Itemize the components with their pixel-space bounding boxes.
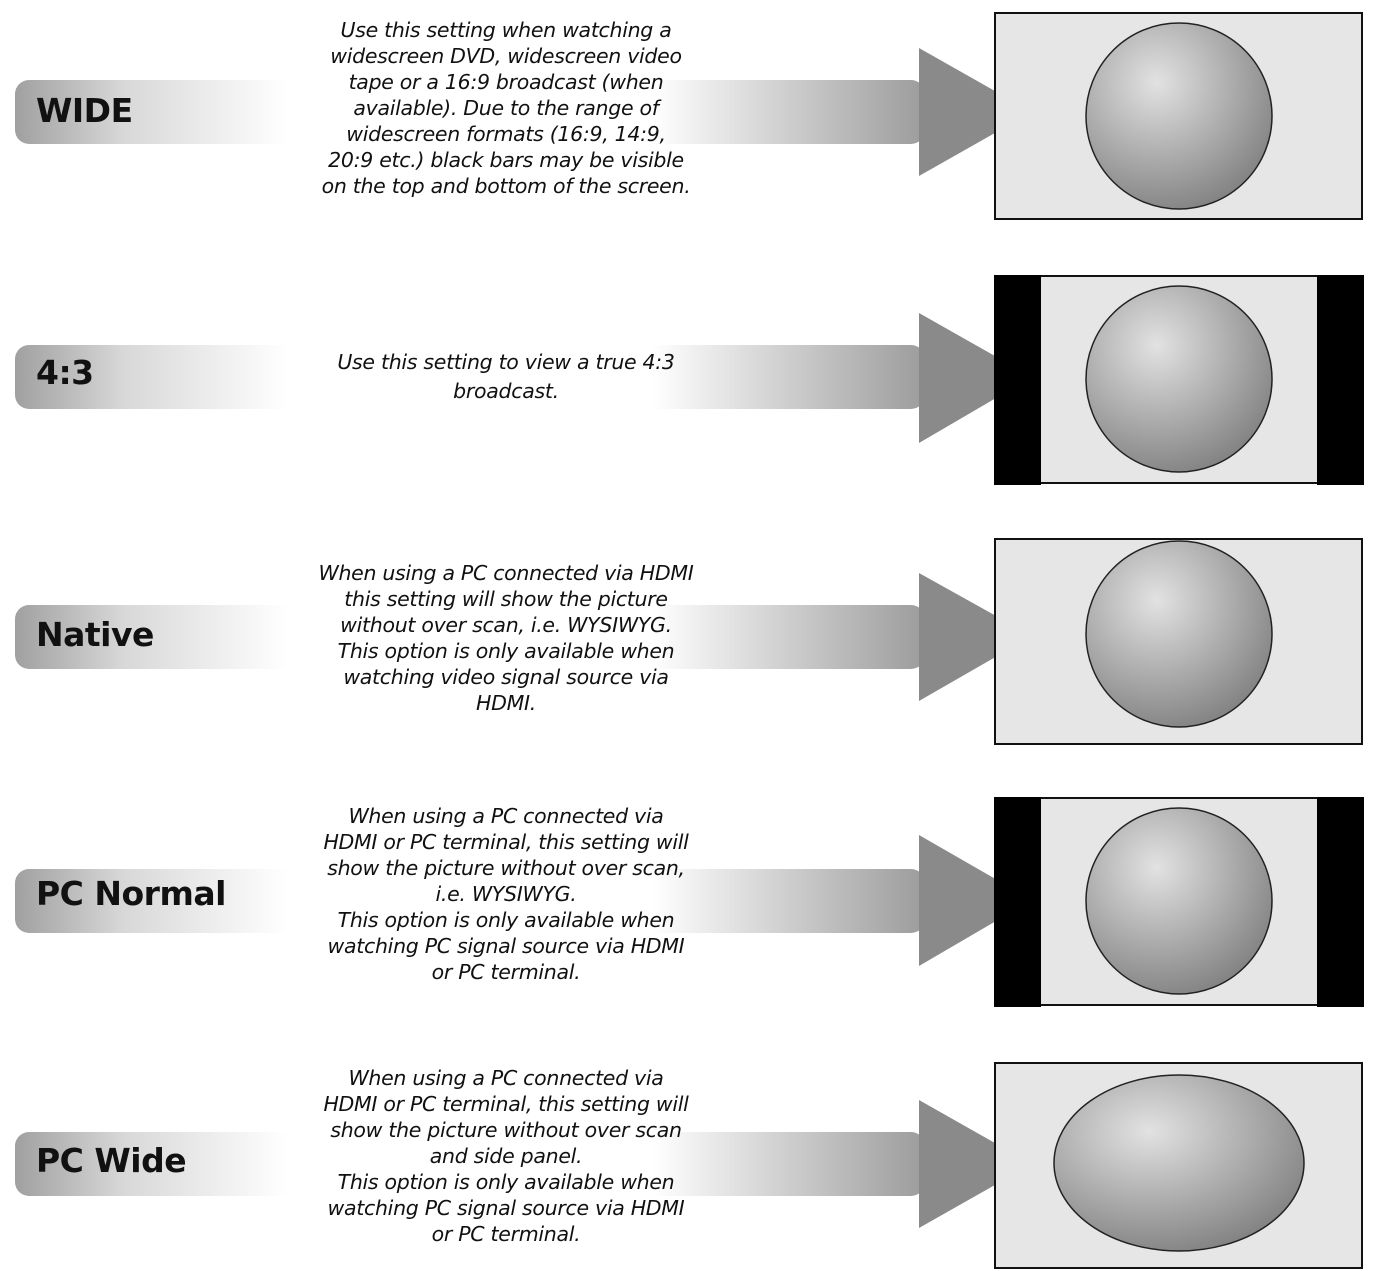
right-side-bar <box>1317 275 1364 485</box>
screen-illustration-native <box>994 538 1364 746</box>
mode-label-pc-normal: PC Normal <box>36 874 226 913</box>
description-line: watching PC signal source via HDMI <box>327 1196 685 1220</box>
description-line: this setting will show the picture <box>344 587 668 611</box>
description-line: tape or a 16:9 broadcast (when <box>348 70 664 94</box>
picture-circle <box>1086 23 1272 209</box>
mode-description-wide <box>300 17 712 199</box>
mode-label-pc-wide: PC Wide <box>36 1141 187 1180</box>
picture-circle <box>1086 541 1272 727</box>
description-line: When using a PC connected via HDMI <box>318 561 694 585</box>
picture-ellipse <box>1054 1075 1304 1251</box>
description-line: show the picture without over scan, <box>327 856 685 880</box>
left-side-bar <box>994 797 1041 1007</box>
description-line: or PC terminal. <box>431 1222 581 1246</box>
screen-illustration-wide <box>994 12 1364 220</box>
mode-label-wide: WIDE <box>36 91 133 130</box>
mode-description-native <box>300 560 712 716</box>
mode-row-4-3 <box>0 265 1376 505</box>
description-line: widescreen formats (16:9, 14:9, <box>346 122 666 146</box>
mode-description-pc-normal <box>300 803 712 985</box>
mode-row-pc-wide <box>0 1048 1376 1271</box>
description-line: watching PC signal source via HDMI <box>327 934 685 958</box>
screen-illustration-pc-wide <box>994 1062 1364 1270</box>
screen-illustration-pc-normal <box>994 797 1364 1007</box>
description-line: and side panel. <box>429 1144 583 1168</box>
mode-description-pc-wide <box>300 1065 712 1247</box>
description-line: This option is only available when <box>337 1170 675 1194</box>
description-line: broadcast. <box>453 379 559 403</box>
description-line: Use this setting to view a true 4:3 <box>337 350 675 374</box>
screen-illustration-4-3 <box>994 275 1364 485</box>
description-line: or PC terminal. <box>431 960 581 984</box>
right-side-bar <box>1317 797 1364 1007</box>
description-line: HDMI. <box>476 691 536 715</box>
description-line: watching video signal source via <box>343 665 669 689</box>
description-line: This option is only available when <box>337 639 675 663</box>
description-line: HDMI or PC terminal, this setting will <box>323 1092 689 1116</box>
picture-circle <box>1086 286 1272 472</box>
description-line: Use this setting when watching a <box>340 18 672 42</box>
mode-description-4-3 <box>300 349 712 404</box>
description-line: HDMI or PC terminal, this setting will <box>323 830 689 854</box>
mode-row-native <box>0 525 1376 765</box>
mode-row-pc-normal <box>0 783 1376 1023</box>
description-line: widescreen DVD, widescreen video <box>330 44 682 68</box>
mode-label-4-3: 4:3 <box>36 353 94 392</box>
description-line: 20:9 etc.) black bars may be visible <box>328 148 684 172</box>
description-line: i.e. WYSIWYG. <box>435 882 577 906</box>
mode-row-wide <box>0 0 1376 240</box>
description-line: This option is only available when <box>337 908 675 932</box>
description-line: When using a PC connected via <box>348 1066 664 1090</box>
mode-label-native: Native <box>36 615 154 654</box>
description-line: available). Due to the range of <box>353 96 659 120</box>
description-line: without over scan, i.e. WYSIWYG. <box>340 613 672 637</box>
description-line: show the picture without over scan <box>330 1118 682 1142</box>
left-side-bar <box>994 275 1041 485</box>
description-line: When using a PC connected via <box>348 804 664 828</box>
description-line: on the top and bottom of the screen. <box>321 174 691 198</box>
picture-circle <box>1086 808 1272 994</box>
